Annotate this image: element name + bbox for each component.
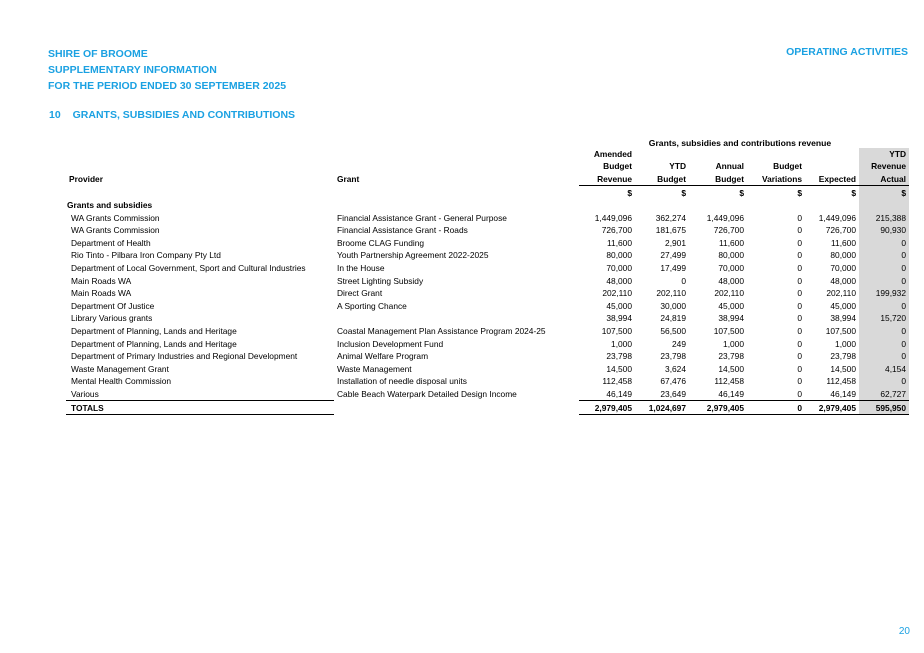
- totals-blank: [334, 401, 579, 415]
- cell-provider: WA Grants Commission: [71, 212, 160, 223]
- col-amended-budget-revenue: [579, 148, 635, 186]
- cell-provider: WA Grants Commission: [71, 225, 160, 236]
- cell-annual: 38,994: [718, 313, 744, 324]
- table-row: [66, 388, 909, 401]
- col-expected: Expected: [818, 173, 856, 184]
- cell-variations: 0: [797, 275, 802, 286]
- col-header-line: Amended: [593, 149, 632, 159]
- group-blank: [859, 199, 909, 212]
- cell-variations: 0: [797, 263, 802, 274]
- total-ytd-actual: 595,950: [859, 401, 909, 415]
- cell-annual: 46,149: [718, 389, 744, 400]
- cell-grant: Broome CLAG Funding: [337, 237, 425, 248]
- cell-provider: Department of Health: [71, 237, 151, 248]
- cell-grant: Street Lighting Subsidy: [337, 275, 424, 286]
- cell-ytd-actual: 4,154: [859, 363, 909, 376]
- cell-ytd-actual: 0: [859, 274, 909, 287]
- units-blank: [334, 186, 579, 199]
- total-amended: 2,979,405: [579, 401, 635, 415]
- cell-ytd-budget: 24,819: [660, 313, 686, 324]
- cell-annual: 112,458: [714, 376, 744, 387]
- cell-ytd-budget: 202,110: [656, 288, 686, 299]
- group-blank: [579, 199, 635, 212]
- cell-expected: 14,500: [830, 363, 856, 374]
- cell-ytd-actual: 0: [859, 375, 909, 388]
- cell-ytd-budget: 30,000: [660, 300, 686, 311]
- table-row: [66, 375, 909, 388]
- units-row: [66, 186, 909, 199]
- cell-provider: Department Of Justice: [71, 300, 155, 311]
- cell-ytd-actual: 0: [859, 262, 909, 275]
- cell-ytd-actual: 0: [859, 350, 909, 363]
- operating-activities-title: OPERATING ACTIVITIES: [786, 46, 908, 58]
- cell-annual: 70,000: [718, 263, 744, 274]
- cell-ytd-budget: 2,901: [665, 237, 686, 248]
- cell-amended: 38,994: [606, 313, 632, 324]
- table-row: [66, 312, 909, 325]
- cell-expected: 1,449,096: [818, 212, 856, 223]
- cell-ytd-budget: 17,499: [660, 263, 686, 274]
- cell-expected: 107,500: [825, 326, 856, 337]
- unit-symbol: $: [689, 186, 747, 199]
- cell-variations: 0: [797, 389, 802, 400]
- cell-variations: 0: [797, 212, 802, 223]
- group-label: Grants and subsidies: [67, 200, 153, 211]
- cell-expected: 45,000: [830, 300, 856, 311]
- table-row: [66, 237, 909, 250]
- col-header-line: Revenue: [871, 161, 906, 172]
- table-row: [66, 363, 909, 376]
- cell-ytd-budget: 56,500: [660, 326, 686, 337]
- table-row: [66, 249, 909, 262]
- total-ytd-budget: 1,024,697: [635, 401, 689, 415]
- cell-grant: Direct Grant: [337, 288, 383, 299]
- table-row: [66, 350, 909, 363]
- cell-ytd-budget: 23,798: [660, 351, 686, 362]
- cell-annual: 202,110: [714, 288, 744, 299]
- table-row: [66, 274, 909, 287]
- cell-annual: 23,798: [718, 351, 744, 362]
- cell-variations: 0: [797, 225, 802, 236]
- cell-grant: Animal Welfare Program: [337, 351, 429, 362]
- cell-expected: 11,600: [831, 237, 856, 248]
- col-header-line: Budget: [603, 161, 632, 172]
- cell-expected: 1,000: [835, 338, 856, 349]
- cell-annual: 48,000: [718, 275, 744, 286]
- cell-ytd-budget: 27,499: [660, 250, 686, 261]
- table-row: [66, 211, 909, 224]
- cell-ytd-budget: 181,675: [655, 225, 686, 236]
- cell-annual: 11,600: [719, 237, 744, 248]
- cell-ytd-budget: 23,649: [660, 389, 686, 400]
- revenue-group-title: Grants, subsidies and contributions revenue: [648, 138, 832, 148]
- group-blank: [635, 199, 689, 212]
- cell-ytd-actual: 90,930: [859, 224, 909, 237]
- table-row: [66, 300, 909, 313]
- total-expected: 2,979,405: [805, 401, 859, 415]
- group-blank: [805, 199, 859, 212]
- col-header-line: Budget: [657, 173, 686, 184]
- total-variations: 0: [747, 401, 805, 415]
- col-header-line: Revenue: [597, 173, 632, 184]
- cell-amended: 80,000: [606, 250, 632, 261]
- cell-grant: Youth Partnership Agreement 2022-2025: [337, 250, 489, 261]
- cell-annual: 14,500: [718, 363, 744, 374]
- cell-grant: Financial Assistance Grant - General Purpose: [337, 212, 507, 223]
- unit-symbol: $: [635, 186, 689, 199]
- col-ytd-budget: [635, 148, 689, 186]
- cell-ytd-actual: 199,932: [859, 287, 909, 300]
- cell-annual: 45,000: [718, 300, 744, 311]
- cell-expected: 80,000: [830, 250, 856, 261]
- cell-annual: 1,000: [723, 338, 744, 349]
- cell-variations: 0: [797, 288, 802, 299]
- cell-amended: 1,449,096: [594, 212, 632, 223]
- org-name: SHIRE OF BROOME: [48, 48, 148, 60]
- cell-grant: Installation of needle disposal units: [337, 376, 467, 387]
- cell-ytd-actual: 62,727: [859, 388, 909, 401]
- report-header: [48, 46, 286, 94]
- unit-symbol: $: [805, 186, 859, 199]
- cell-provider: Department of Primary Industries and Regional Development: [71, 351, 298, 362]
- cell-amended: 70,000: [606, 263, 632, 274]
- group-blank: [334, 199, 579, 212]
- cell-grant: Financial Assistance Grant - Roads: [337, 225, 468, 236]
- cell-ytd-budget: 362,274: [655, 212, 686, 223]
- table-row: [66, 325, 909, 338]
- table-row: [66, 262, 909, 275]
- cell-grant: Waste Management: [337, 363, 412, 374]
- cell-annual: 726,700: [713, 225, 744, 236]
- section-heading: [49, 109, 295, 121]
- cell-provider: Department of Local Government, Sport and Cultural Industries: [71, 263, 306, 274]
- totals-label: TOTALS: [66, 401, 334, 415]
- cell-expected: 46,149: [830, 389, 856, 400]
- cell-amended: 11,600: [607, 237, 632, 248]
- unit-symbol: $: [859, 186, 909, 199]
- cell-expected: 112,458: [826, 376, 856, 387]
- col-provider: Provider: [69, 174, 103, 185]
- cell-expected: 202,110: [826, 288, 856, 299]
- cell-amended: 46,149: [606, 389, 632, 400]
- cell-variations: 0: [797, 338, 802, 349]
- col-budget-variations: [747, 148, 805, 186]
- cell-annual: 107,500: [713, 326, 744, 337]
- col-header-line: YTD: [889, 149, 906, 159]
- cell-provider: Main Roads WA: [71, 275, 132, 286]
- col-header-line: Annual: [715, 161, 744, 172]
- cell-grant: Coastal Management Plan Assistance Program 2024-25: [337, 326, 546, 337]
- total-annual: 2,979,405: [689, 401, 747, 415]
- cell-grant: In the House: [337, 263, 385, 274]
- report-subtitle: SUPPLEMENTARY INFORMATION: [48, 64, 217, 76]
- cell-expected: 23,798: [830, 351, 856, 362]
- col-header-line: Budget: [773, 161, 802, 172]
- col-header-line: Actual: [880, 173, 906, 184]
- col-header-line: Budget: [715, 173, 744, 184]
- cell-ytd-budget: 67,476: [660, 376, 686, 387]
- cell-ytd-actual: 215,388: [859, 211, 909, 224]
- cell-ytd-budget: 0: [681, 275, 686, 286]
- cell-amended: 48,000: [606, 275, 632, 286]
- cell-ytd-budget: 3,624: [665, 363, 686, 374]
- cell-expected: 726,700: [825, 225, 856, 236]
- cell-amended: 1,000: [611, 338, 632, 349]
- cell-amended: 112,458: [602, 376, 632, 387]
- cell-provider: Waste Management Grant: [71, 363, 169, 374]
- section-title: GRANTS, SUBSIDIES AND CONTRIBUTIONS: [72, 109, 296, 121]
- cell-ytd-actual: 0: [859, 337, 909, 350]
- cell-expected: 48,000: [830, 275, 856, 286]
- cell-ytd-actual: 0: [859, 237, 909, 250]
- group-blank: [747, 199, 805, 212]
- table-row: [66, 224, 909, 237]
- col-grant: Grant: [337, 174, 360, 185]
- cell-amended: 202,110: [602, 288, 632, 299]
- group-blank: [689, 199, 747, 212]
- unit-symbol: $: [579, 186, 635, 199]
- cell-annual: 1,449,096: [706, 212, 744, 223]
- cell-provider: Main Roads WA: [71, 288, 132, 299]
- cell-amended: 23,798: [606, 351, 632, 362]
- cell-variations: 0: [797, 313, 802, 324]
- table-row: [66, 337, 909, 350]
- cell-annual: 80,000: [718, 250, 744, 261]
- col-annual-budget: [689, 148, 747, 186]
- cell-amended: 726,700: [601, 225, 632, 236]
- cell-amended: 45,000: [606, 300, 632, 311]
- cell-grant: Cable Beach Waterpark Detailed Design Income: [337, 389, 517, 400]
- cell-variations: 0: [797, 300, 802, 311]
- cell-provider: Various: [71, 389, 99, 400]
- cell-provider: Rio Tinto - Pilbara Iron Company Pty Ltd: [71, 250, 221, 261]
- cell-amended: 107,500: [601, 326, 632, 337]
- cell-ytd-actual: 0: [859, 300, 909, 313]
- cell-variations: 0: [797, 376, 802, 387]
- cell-grant: Inclusion Development Fund: [337, 338, 444, 349]
- col-ytd-revenue-actual: [859, 148, 909, 186]
- cell-provider: Mental Health Commission: [71, 376, 172, 387]
- cell-provider: Department of Planning, Lands and Heritage: [71, 326, 237, 337]
- cell-variations: 0: [797, 363, 802, 374]
- page-number: 20: [898, 626, 910, 637]
- report-period: FOR THE PERIOD ENDED 30 SEPTEMBER 2025: [48, 80, 287, 92]
- cell-amended: 14,500: [606, 363, 632, 374]
- cell-grant: A Sporting Chance: [337, 300, 407, 311]
- units-blank: [66, 186, 334, 199]
- table-header-row: [66, 148, 909, 186]
- cell-variations: 0: [797, 237, 802, 248]
- col-header-line: YTD: [669, 161, 686, 172]
- cell-ytd-actual: 15,720: [859, 312, 909, 325]
- cell-variations: 0: [797, 250, 802, 261]
- cell-expected: 38,994: [830, 313, 856, 324]
- table-row: [66, 287, 909, 300]
- grants-table: [66, 148, 909, 415]
- cell-provider: Library Various grants: [71, 313, 153, 324]
- cell-grant: [334, 312, 579, 325]
- cell-ytd-budget: 249: [672, 338, 686, 349]
- totals-row: [66, 401, 909, 415]
- cell-variations: 0: [797, 326, 802, 337]
- cell-variations: 0: [797, 351, 802, 362]
- col-header-line: Variations: [761, 173, 802, 184]
- section-number: 10: [49, 109, 61, 121]
- cell-expected: 70,000: [830, 263, 856, 274]
- cell-ytd-actual: 0: [859, 249, 909, 262]
- unit-symbol: $: [747, 186, 805, 199]
- group-row: [66, 199, 909, 212]
- cell-ytd-actual: 0: [859, 325, 909, 338]
- cell-provider: Department of Planning, Lands and Heritage: [71, 338, 237, 349]
